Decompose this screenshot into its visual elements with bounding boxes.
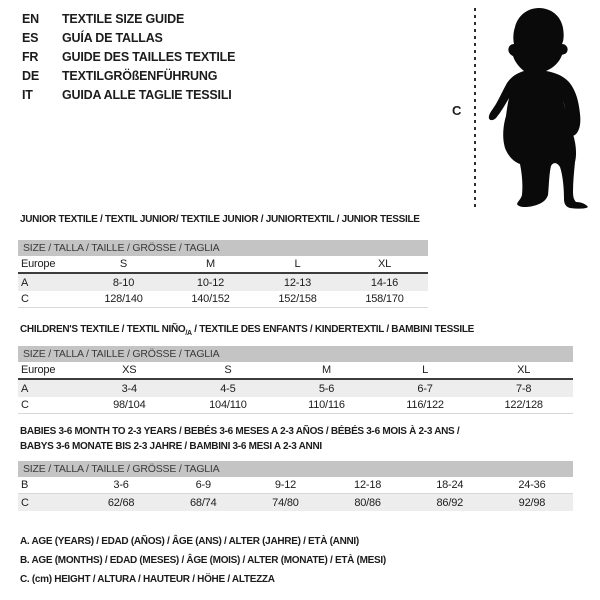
size-header-bar: SIZE / TALLA / TAILLE / GRÖSSE / TAGLIA (18, 240, 428, 256)
table-cell: 74/80 (272, 496, 299, 509)
title-line-2: BABYS 3-6 MONATE BIS 2-3 JAHRE / BAMBINI 3-6 MESI A 2-3 ANNI (20, 441, 322, 452)
table-cell: 128/140 (104, 293, 143, 305)
table-cell: 18-24 (436, 479, 464, 491)
table-cell: S (224, 364, 232, 376)
lang-title: GUÍA DE TALLAS (62, 31, 163, 45)
legend-line-a: A. AGE (YEARS) / EDAD (AÑOS) / ÂGE (ANS) / ALTER (JAHRE) / ETÀ (ANNI) (20, 536, 359, 547)
table-cell: 92/98 (518, 496, 546, 509)
table-cell: 122/128 (504, 399, 543, 411)
title-line-1: BABIES 3-6 MONTH TO 2-3 YEARS / BEBÉS 3-6 MESES A 2-3 AÑOS / BÉBÉS 3-6 MOIS À 2-3 ANS / (20, 426, 460, 437)
table-row-age-months (18, 477, 573, 494)
legend-line-b: B. AGE (MONTHS) / EDAD (MESES) / ÂGE (MOIS) / ALTER (MONATE) / ETÀ (MESI) (20, 555, 386, 566)
baby-silhouette-icon (486, 6, 594, 210)
children-table-title (20, 322, 474, 341)
table-cell: 110/116 (308, 399, 345, 411)
table-cell: 6-7 (417, 382, 433, 395)
table-cell: M (206, 258, 215, 270)
table-cell: L (294, 258, 301, 270)
table-row-age (18, 380, 573, 397)
row-label: C (21, 496, 29, 509)
table-row-height (18, 291, 428, 308)
lang-code: IT (22, 88, 33, 102)
children-size-table (18, 346, 573, 414)
table-cell: 7-8 (516, 382, 532, 395)
lang-code: DE (22, 69, 39, 83)
height-measure-label: C (452, 103, 462, 118)
lang-code: FR (22, 50, 39, 64)
table-cell: 3-6 (113, 479, 129, 491)
table-cell: 80/86 (354, 496, 381, 509)
lang-title: TEXTILE SIZE GUIDE (62, 12, 185, 26)
babies-size-table (18, 461, 573, 511)
measure-legend (20, 532, 386, 589)
language-title-list (22, 10, 235, 105)
table-row-europe (18, 362, 573, 380)
table-cell: 86/92 (436, 496, 464, 509)
size-header-bar: SIZE / TALLA / TAILLE / GRÖSSE / TAGLIA (18, 346, 573, 362)
table-cell: 24-36 (518, 479, 546, 491)
table-cell: XS (122, 364, 137, 376)
table-cell: 12-13 (283, 276, 312, 289)
table-cell: 62/68 (107, 496, 135, 509)
lang-row-es (22, 29, 235, 48)
table-cell: 68/74 (189, 496, 217, 509)
lang-title: TEXTILGRÖßENFÜHRUNG (62, 69, 218, 83)
lang-code: ES (22, 31, 39, 45)
table-cell: 9-12 (274, 479, 297, 491)
table-row-europe (18, 256, 428, 274)
table-cell: 12-18 (354, 479, 382, 491)
table-cell: 4-5 (220, 382, 236, 395)
lang-row-de (22, 67, 235, 86)
table-row-height (18, 494, 573, 511)
lang-title: GUIDA ALLE TAGLIE TESSILI (62, 88, 232, 102)
babies-table-title (20, 424, 459, 454)
row-label: A (21, 276, 29, 289)
table-cell: 6-9 (195, 479, 211, 491)
table-cell: S (119, 258, 128, 270)
table-cell: 152/158 (278, 293, 317, 305)
title-subscript: /A (185, 330, 192, 337)
table-cell: L (422, 364, 429, 376)
size-header-bar: SIZE / TALLA / TAILLE / GRÖSSE / TAGLIA (18, 461, 573, 477)
table-cell: 98/104 (113, 399, 146, 411)
table-cell: XL (517, 364, 531, 376)
title-text: CHILDREN'S TEXTILE / TEXTIL NIÑO (20, 324, 186, 335)
row-label: Europe (21, 258, 56, 270)
table-row-age (18, 274, 428, 291)
table-row-height (18, 397, 573, 414)
legend-line-c: C. (cm) HEIGHT / ALTURA / HAUTEUR / HÖHE / ALTEZZA (20, 574, 275, 585)
row-label: C (21, 293, 29, 305)
lang-row-it (22, 86, 235, 105)
table-cell: XL (377, 258, 392, 270)
junior-size-table (18, 240, 428, 308)
junior-table-title: JUNIOR TEXTILE / TEXTIL JUNIOR/ TEXTILE JUNIOR / JUNIORTEXTIL / JUNIOR TESSILE (20, 214, 420, 225)
table-cell: 104/110 (209, 399, 247, 411)
lang-title: GUIDE DES TAILLES TEXTILE (62, 50, 236, 64)
table-cell: 116/122 (406, 399, 444, 411)
table-cell: 3-4 (121, 382, 137, 395)
table-cell: 5-6 (318, 382, 335, 395)
table-cell: 158/170 (365, 293, 404, 305)
row-label: C (21, 399, 29, 411)
row-label: A (21, 382, 29, 395)
height-measure-dotted-line (474, 8, 476, 209)
lang-row-fr (22, 48, 235, 67)
row-label: B (21, 479, 29, 491)
table-cell: M (322, 364, 331, 376)
title-text: / TEXTILE DES ENFANTS / KINDERTEXTIL / BAMBINI TESSILE (191, 324, 475, 335)
row-label: Europe (21, 364, 56, 376)
lang-code: EN (22, 12, 39, 26)
lang-row-en (22, 10, 235, 29)
table-cell: 140/152 (191, 293, 230, 305)
table-cell: 10-12 (196, 276, 225, 289)
table-cell: 8-10 (112, 276, 135, 289)
table-cell: 14-16 (370, 276, 399, 289)
